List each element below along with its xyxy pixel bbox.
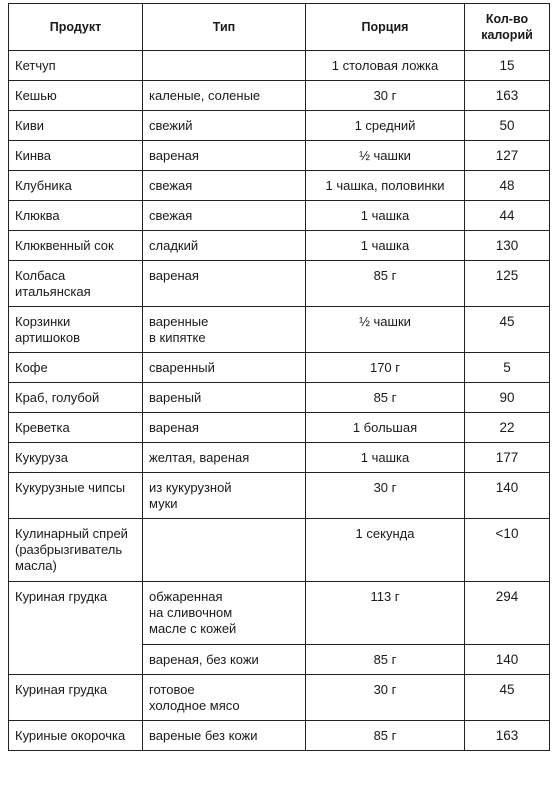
header-calories-line1: Кол-во — [485, 12, 529, 26]
cell-product — [9, 353, 143, 383]
cell-product-line: масла) — [15, 558, 57, 573]
cell-product-line: Креветка — [15, 420, 70, 435]
cell-product-line: Клюквенный сок — [15, 238, 114, 253]
cell-type — [143, 111, 306, 141]
cell-product-line: Кукурузные чипсы — [15, 480, 126, 495]
table-row — [9, 307, 550, 353]
cell-type-line: вареные без кожи — [149, 728, 258, 743]
cell-portion: 30 г — [306, 675, 465, 721]
table-row — [9, 201, 550, 231]
header-calories-line2: калорий — [481, 28, 533, 42]
table-row — [9, 675, 550, 721]
cell-calories: 45 — [465, 675, 550, 721]
cell-calories: 163 — [465, 81, 550, 111]
cell-type — [143, 261, 306, 307]
cell-calories: 294 — [465, 582, 550, 645]
cell-product — [9, 81, 143, 111]
cell-calories: 44 — [465, 201, 550, 231]
cell-calories: 140 — [465, 645, 550, 675]
cell-product-line: Кинва — [15, 148, 52, 163]
cell-type — [143, 645, 306, 675]
cell-portion: 1 столовая ложка — [306, 51, 465, 81]
cell-product-line: Киви — [15, 118, 45, 133]
table-body — [9, 51, 550, 751]
cell-product — [9, 721, 143, 751]
cell-calories: 15 — [465, 51, 550, 81]
table-row — [9, 473, 550, 519]
cell-type — [143, 519, 306, 582]
cell-product-line: артишоков — [15, 330, 81, 345]
cell-portion: 85 г — [306, 721, 465, 751]
cell-type-line: масле с кожей — [149, 621, 237, 636]
header-portion: Порция — [306, 4, 465, 51]
cell-type — [143, 353, 306, 383]
cell-product-line: Куриная грудка — [15, 589, 108, 604]
cell-portion: 85 г — [306, 261, 465, 307]
cell-type — [143, 582, 306, 645]
cell-type — [143, 473, 306, 519]
cell-product — [9, 201, 143, 231]
cell-calories: 50 — [465, 111, 550, 141]
table-row — [9, 171, 550, 201]
cell-product — [9, 111, 143, 141]
cell-type — [143, 81, 306, 111]
cell-portion: 1 большая — [306, 413, 465, 443]
cell-product — [9, 473, 143, 519]
cell-type-line: сладкий — [149, 238, 199, 253]
cell-type-line: холодное мясо — [149, 698, 240, 713]
cell-portion: 30 г — [306, 473, 465, 519]
cell-product — [9, 519, 143, 582]
document-page — [8, 3, 549, 751]
table-row — [9, 261, 550, 307]
cell-type-line: вареная — [149, 148, 199, 163]
cell-product — [9, 413, 143, 443]
cell-type-line: из кукурузной — [149, 480, 232, 495]
cell-type-line: вареная — [149, 268, 199, 283]
header-type: Тип — [143, 4, 306, 51]
cell-product — [9, 307, 143, 353]
cell-product-line: (разбрызгиватель — [15, 542, 123, 557]
cell-type-line: вареная — [149, 420, 199, 435]
cell-type-line: вареный — [149, 390, 202, 405]
cell-product — [9, 171, 143, 201]
cell-type — [143, 675, 306, 721]
cell-product-line: Куриные окорочка — [15, 728, 126, 743]
cell-calories: 163 — [465, 721, 550, 751]
cell-product-line: Колбаса — [15, 268, 66, 283]
table-row — [9, 81, 550, 111]
cell-type-line: на сливочном — [149, 605, 233, 620]
cell-type-line: сваренный — [149, 360, 215, 375]
cell-calories: 5 — [465, 353, 550, 383]
cell-portion: 1 чашка — [306, 201, 465, 231]
cell-calories: 127 — [465, 141, 550, 171]
cell-type — [143, 51, 306, 81]
cell-product — [9, 443, 143, 473]
cell-type — [143, 443, 306, 473]
cell-product — [9, 51, 143, 81]
cell-product-line: Клюква — [15, 208, 60, 223]
table-row — [9, 721, 550, 751]
cell-portion: 1 чашка — [306, 443, 465, 473]
cell-portion: ½ чашки — [306, 141, 465, 171]
cell-product-line: Кукуруза — [15, 450, 69, 465]
cell-type — [143, 307, 306, 353]
cell-type — [143, 721, 306, 751]
cell-type-line: варенные — [149, 314, 209, 329]
table-row — [9, 383, 550, 413]
cell-type — [143, 413, 306, 443]
cell-product-line: Кофе — [15, 360, 48, 375]
cell-type-line: желтая, вареная — [149, 450, 250, 465]
cell-product — [9, 582, 143, 675]
cell-product-line: итальянская — [15, 284, 91, 299]
cell-calories: 22 — [465, 413, 550, 443]
cell-product — [9, 675, 143, 721]
cell-product-line: Кулинарный спрей — [15, 526, 128, 541]
cell-product-line: Кетчуп — [15, 58, 56, 73]
cell-type — [143, 171, 306, 201]
cell-calories: 140 — [465, 473, 550, 519]
cell-type-line: муки — [149, 496, 178, 511]
cell-portion: 1 секунда — [306, 519, 465, 582]
cell-portion: ½ чашки — [306, 307, 465, 353]
cell-product — [9, 141, 143, 171]
cell-product-line: Кешью — [15, 88, 57, 103]
cell-portion: 85 г — [306, 645, 465, 675]
cell-type — [143, 201, 306, 231]
cell-product-line: Куриная грудка — [15, 682, 108, 697]
cell-type — [143, 383, 306, 413]
cell-type-line: свежий — [149, 118, 193, 133]
cell-type-line: каленые, соленые — [149, 88, 261, 103]
cell-product-line: Клубника — [15, 178, 72, 193]
table-row — [9, 443, 550, 473]
cell-calories: 177 — [465, 443, 550, 473]
header-calories — [465, 4, 550, 51]
cell-type-line: свежая — [149, 208, 193, 223]
cell-portion: 1 чашка, половинки — [306, 171, 465, 201]
cell-portion: 1 средний — [306, 111, 465, 141]
cell-type-line: свежая — [149, 178, 193, 193]
cell-calories: <10 — [465, 519, 550, 582]
table-row — [9, 51, 550, 81]
cell-type — [143, 231, 306, 261]
cell-portion: 30 г — [306, 81, 465, 111]
cell-portion: 85 г — [306, 383, 465, 413]
table-row — [9, 413, 550, 443]
cell-calories: 90 — [465, 383, 550, 413]
cell-portion: 170 г — [306, 353, 465, 383]
cell-calories: 125 — [465, 261, 550, 307]
table-row — [9, 353, 550, 383]
table-row — [9, 111, 550, 141]
table-row — [9, 141, 550, 171]
table-header-row — [9, 4, 550, 51]
cell-product-line: Корзинки — [15, 314, 71, 329]
cell-product — [9, 231, 143, 261]
cell-calories: 48 — [465, 171, 550, 201]
cell-product — [9, 261, 143, 307]
header-product: Продукт — [9, 4, 143, 51]
table-row — [9, 231, 550, 261]
cell-type-line: вареная, без кожи — [149, 652, 259, 667]
cell-portion: 113 г — [306, 582, 465, 645]
cell-portion: 1 чашка — [306, 231, 465, 261]
cell-product — [9, 383, 143, 413]
cell-type-line: обжаренная — [149, 589, 223, 604]
table-row — [9, 582, 550, 645]
cell-type-line: готовое — [149, 682, 195, 697]
cell-type-line: в кипятке — [149, 330, 206, 345]
calorie-table — [8, 3, 550, 751]
table-row — [9, 519, 550, 582]
cell-type — [143, 141, 306, 171]
cell-calories: 45 — [465, 307, 550, 353]
cell-product-line: Краб, голубой — [15, 390, 100, 405]
cell-calories: 130 — [465, 231, 550, 261]
